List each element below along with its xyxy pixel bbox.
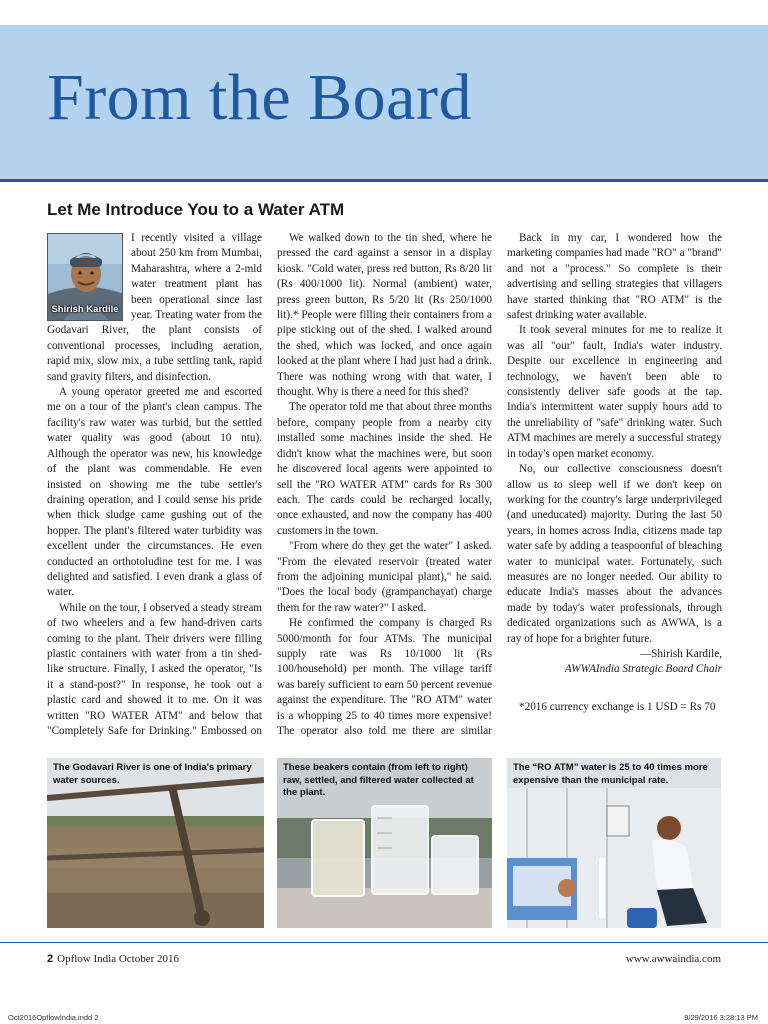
paragraph: No, our collective consciousness doesn't allow us to sleep well if we don't keep on working for the country's large underprivileged (and uneducated) majority. During the last 50 years, in homes across India, citizens made tap water safe by adding a teaspoonful of bleaching water to municipal water. Fortunately, such measures are no longer needed. Our ability to educate India's masses about the advances made by today's water professionals, through dedicated organizations such as AWWA, is a ray of hope for a brighter future. (507, 463, 722, 645)
author-portrait-caption: Shirish Kardile (51, 303, 119, 315)
currency-footnote: *2016 currency exchange is 1 USD = Rs 70 (519, 700, 716, 713)
paragraph: The operator told me that about three months before, company people from a nearby city installed some machines inside the shed. He didn't know what the machines were, but soon he discovered local agents were appointed to sell the "RO WATER ATM" cards for Rs 300 each. The cards could be recharged locally, once exhausted, and now the company has 400 customers in the town. (277, 401, 492, 537)
article-headline: Let Me Introduce You to a Water ATM (47, 200, 345, 219)
article-column-3 (507, 231, 722, 751)
section-title: From the Board (47, 61, 472, 134)
publication-name: Opflow India October 2016 (57, 953, 180, 965)
author-signature-title: AWWAIndia Strategic Board Chair (564, 663, 722, 676)
paragraph: I recently visited a village about 250 km from Mumbai, Maharashtra, where a 2-mld water treatment plant has been operational since last year. Treating water from the Godavari River, the plant consists of conventional processes, including aeration, rapid mix, slow mix, a tube settling tank, rapid sand gravity filters, and disinfection. (47, 232, 262, 383)
photo-caption: The Godavari River is one of India's primary water sources. (53, 762, 252, 786)
author-signature (507, 647, 722, 678)
paragraph: A young operator greeted me and escorted me on a tour of the plant's clean campus. The facility's raw water was turbid, but the settled water quality was good (about 10 ntu). Although the operator was new, his knowledge of the plant was commendable. He even insisted on showing me the tube settler's draining operation, and I could sense his pride when thick sludge came gushing out of the hopper. The plant's filtered water turbidity was excellent under the circumstances. He even conducted an orthotoludine test for me. I was delighted and satisfied. I even drank a glass of water. (47, 386, 262, 599)
photo-water-beakers (277, 758, 492, 928)
author-portrait (47, 233, 123, 321)
photo-ro-atm (507, 758, 721, 928)
paragraph: "From where do they get the water" I asked. "From the elevated reservoir (treated water from the adjoining municipal plant)," he said. "Does the local body (grampanchayat) charge them for the raw water?" I asked. (277, 540, 492, 614)
paragraph: Back in my car, I wondered how the marketing companies had made "RO" a "brand" and not a "process." So complete is their advertising and selling strategies that villagers have started thinking that "RO ATM" is the safest drinking water available. (507, 232, 722, 322)
photo-caption: These beakers contain (from left to right) raw, settled, and filtered water collected at the plant. (283, 762, 474, 798)
photo-caption: The “RO ATM” water is 25 to 40 times more expensive than the municipal rate. (513, 762, 708, 786)
website-link[interactable]: www.awwaindia.com (625, 953, 721, 965)
section-banner (0, 25, 768, 182)
photo-godavari-river (47, 758, 264, 928)
footer-rule (0, 942, 768, 943)
article-column-2 (277, 231, 492, 739)
print-slug-timestamp: 9/29/2016 3:28:13 PM (684, 1013, 758, 1022)
article-column-1 (47, 231, 262, 739)
paragraph: It took several minutes for me to realize it was all "our" fault, India's water industry. Despite our excellence in engineering and technology, we haven't been able to consistently deliver safe goods at the tap. India's intermittent water supply hours add to the unreliability of "safe" drinking water. Such ATM machines are merely a successful strategy in today's open market economy. (507, 324, 722, 460)
footer-folio (47, 953, 179, 965)
paragraph: While on the tour, I observed a steady stream of two wheelers and a few hand-driven carts coming to the plant. Their drivers were filling plastic containers with water from a tin shed-like structure. Finally, I asked the operator, "Is it a stand-post?" In response, he took out a plastic card and showed it to me. On it was written "RO WATER ATM" and below that "Completely Safe for Drinking." Embossed on (47, 601, 262, 737)
paragraph: He confirmed the company is charged Rs 5000/month for four ATMs. The municipal supply rate was Rs 10/1000 lit (Rs 100/household) per month. The village tariff was barely sufficient to earn 50 percent revenue against the expenditure. The "RO ATM" water is a whopping 25 to 40 times more expensive! The operator also told me there are similar (277, 617, 492, 737)
page-number: 2 (47, 953, 54, 965)
print-slug-file: Oct2016OpflowIndia.indd 2 (8, 1013, 99, 1022)
author-signature-name: —Shirish Kardile, (639, 647, 722, 660)
paragraph: We walked down to the tin shed, where he pressed the card against a sensor in a display kiosk. "Cold water, press red button, Rs 8/20 lit (Rs 400/1000 lit). Normal (ambient) water, press green button, Rs 5/20 lit (Rs 250/1000 lit).* People were filling their containers from a pipe sticking out of the shed. I walked around the shed, which was locked, and once again looked at the plant where I had just had a drink. There was nothing wrong with that water, I thought. Why is there a need for this shed? (277, 232, 492, 399)
